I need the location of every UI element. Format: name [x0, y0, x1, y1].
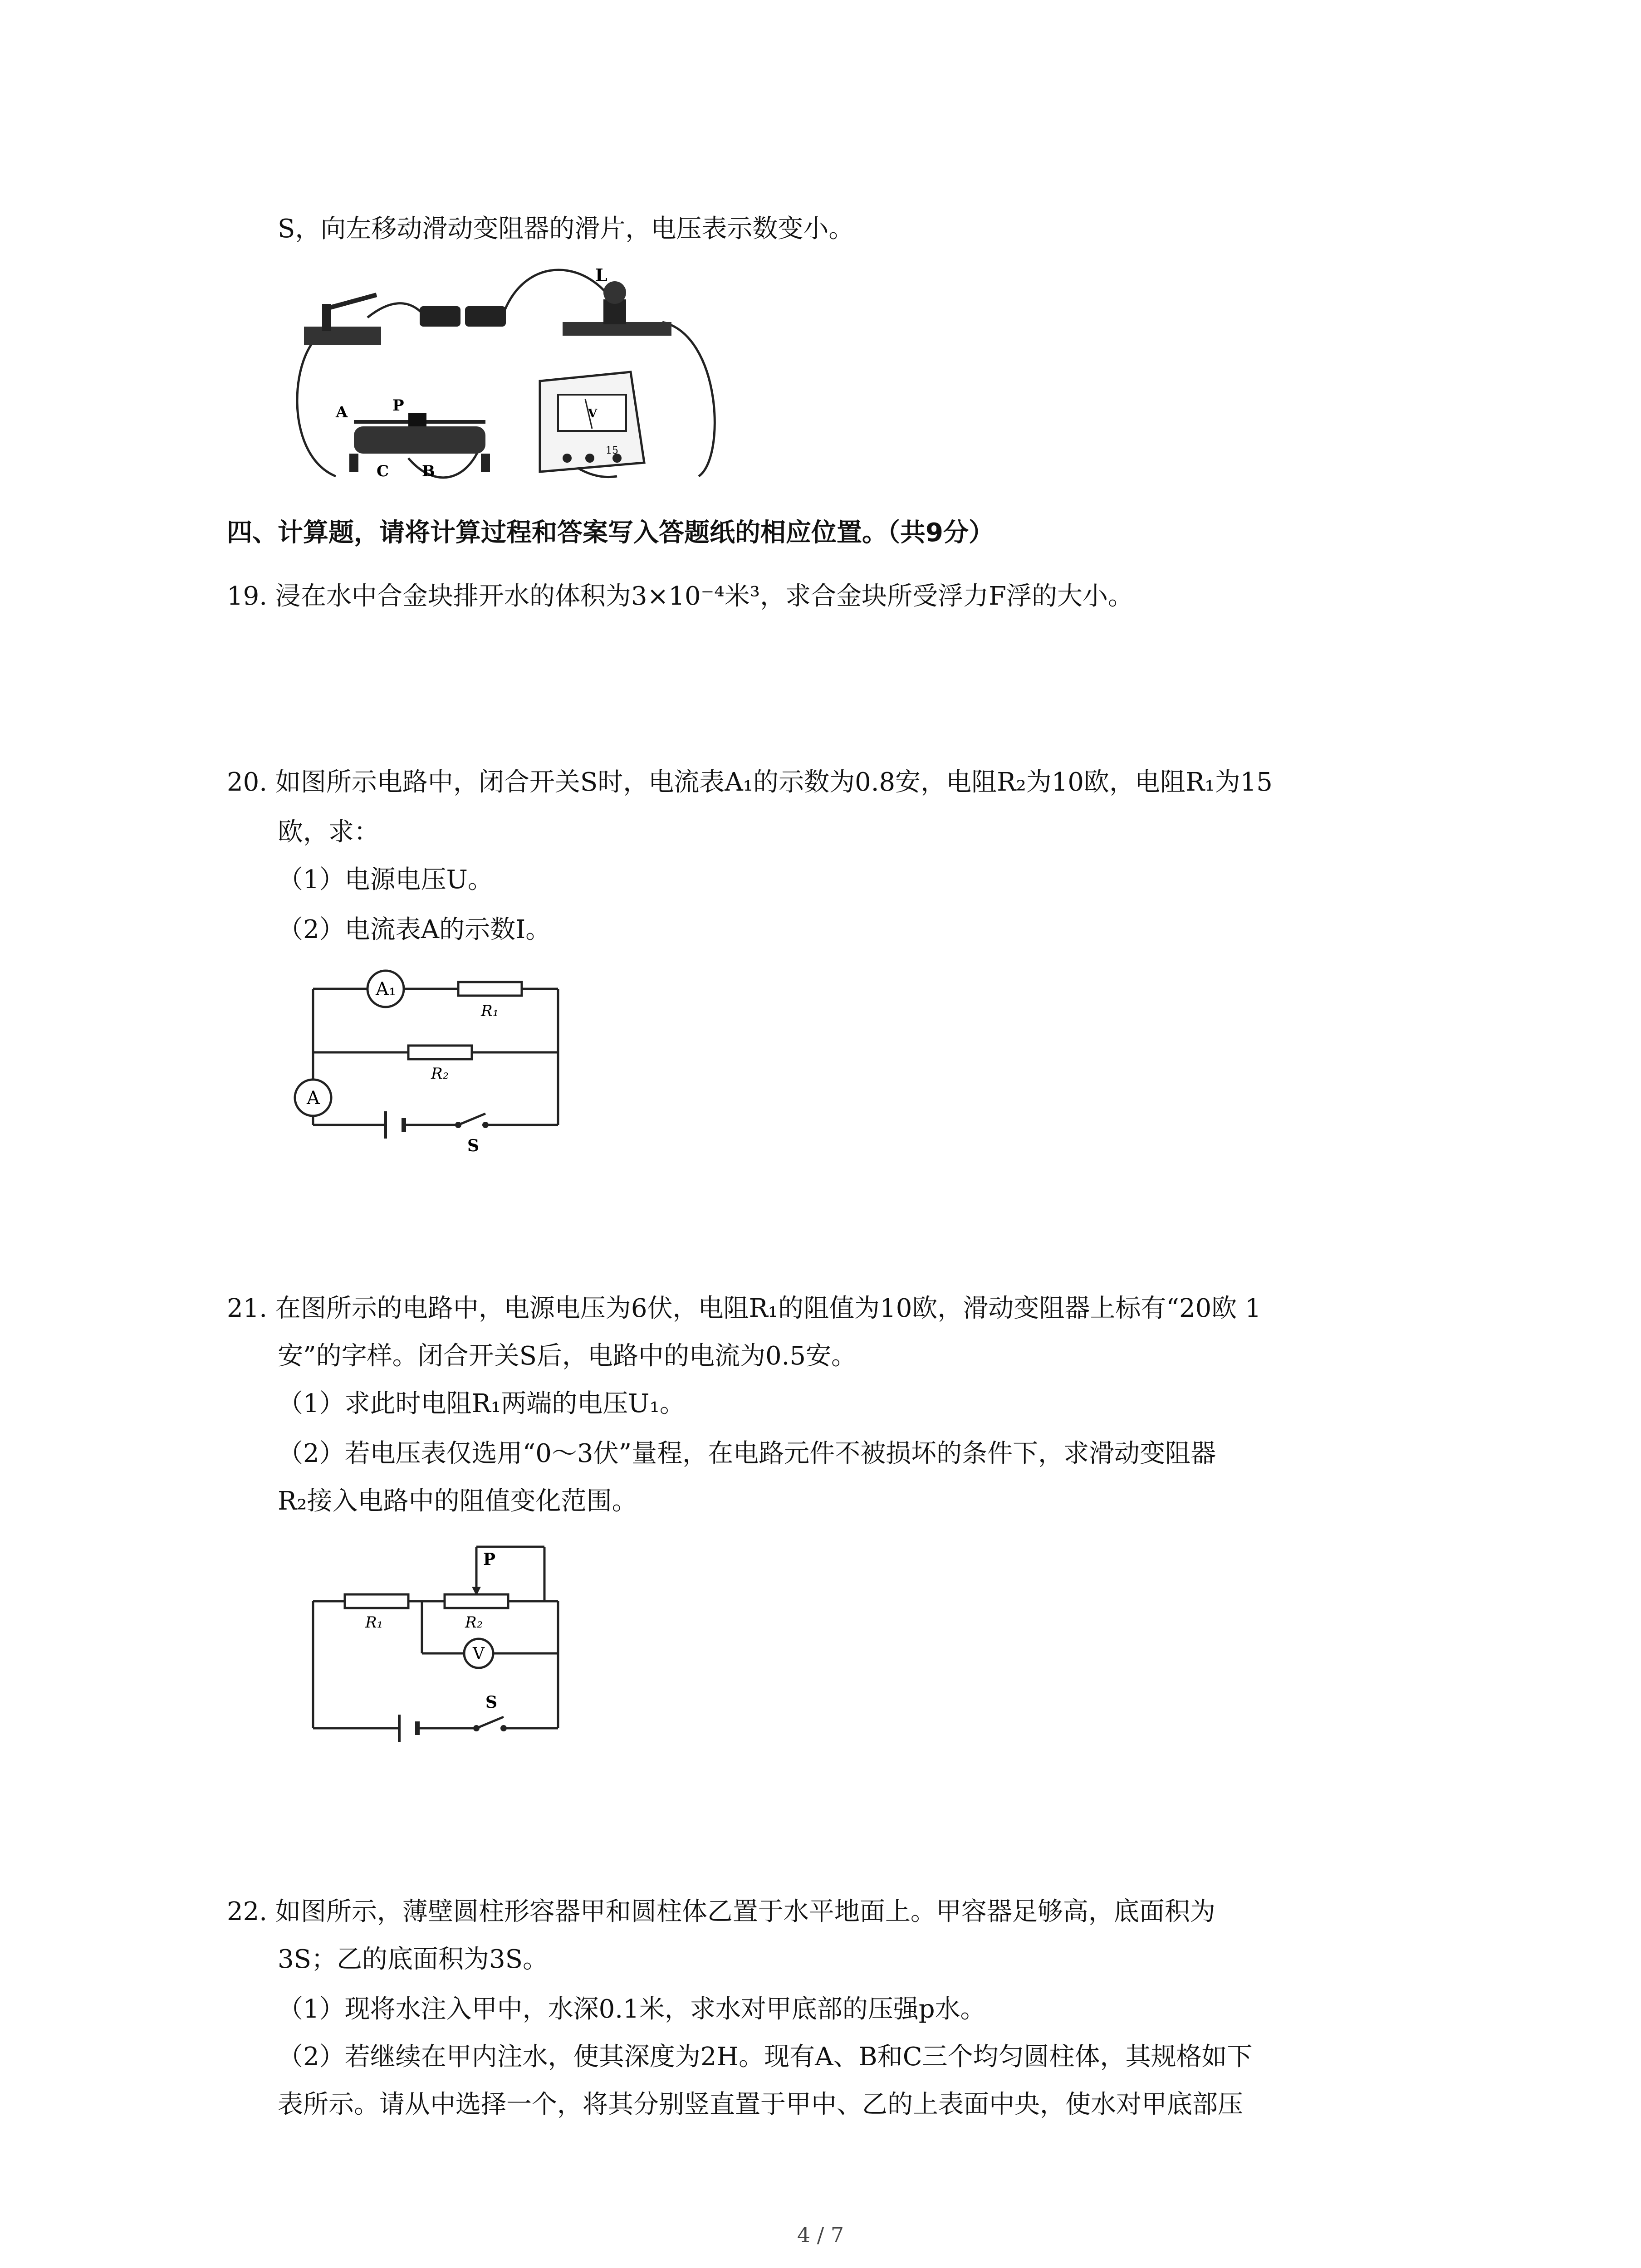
q21-circuit-diagram: [295, 1538, 603, 1746]
rheostat-r2-label: R₂: [465, 1613, 483, 1632]
rheostat-label-b: B: [422, 462, 435, 480]
switch-s-label: S: [485, 1693, 497, 1712]
q19-text: 19. 浸在水中合金块排开水的体积为3×10⁻⁴米³，求合金块所受浮力F浮的大小。: [227, 582, 1133, 611]
q21-sub2b: R₂接入电路中的阻值变化范围。: [278, 1486, 637, 1516]
rheostat-label-a: A: [336, 403, 348, 421]
q21-line1: 21. 在图所示的电路中，电源电压为6伏，电阻R₁的阻值为10欧，滑动变阻器上标有“20欧 1: [227, 1294, 1261, 1323]
knife-switch-icon: [304, 295, 381, 345]
voltmeter-label: V: [588, 407, 598, 420]
resistor-r1-icon: [345, 1594, 408, 1608]
resistor-r2-icon: [408, 1046, 472, 1059]
switch-icon: [473, 1725, 507, 1731]
voltmeter-icon: [540, 372, 644, 472]
q18-continuation-text: S，向左移动滑动变阻器的滑片，电压表示数变小。: [278, 214, 854, 244]
q22-sub2a: （2）若继续在甲内注水，使其深度为2H。现有A、B和C三个均匀圆柱体，其规格如下: [278, 2042, 1253, 2072]
resistor-r1-icon: [458, 982, 522, 996]
q20-circuit-diagram: [290, 962, 581, 1152]
voltmeter-scale-label: 15: [606, 445, 618, 456]
bulb-label: L: [595, 265, 607, 285]
q20-sub2: （2）电流表A的示数I。: [278, 915, 551, 944]
q20-line1: 20. 如图所示电路中，闭合开关S时，电流表A₁的示数为0.8安，电阻R₂为10欧，电阻R₁为15: [227, 767, 1273, 797]
battery-icon: [420, 306, 506, 327]
q22-sub1: （1）现将水注入甲中，水深0.1米，求水对甲底部的压强p水。: [278, 1994, 986, 2024]
ammeter-a1-label: A₁: [376, 979, 396, 1000]
q21-sub2a: （2）若电压表仅选用“0～3伏”量程，在电路元件不被损坏的条件下，求滑动变阻器: [278, 1439, 1216, 1468]
resistor-r1-label: R₁: [481, 1002, 499, 1020]
q21-sub1: （1）求此时电阻R₁两端的电压U₁。: [278, 1389, 685, 1418]
ammeter-a-label: A: [307, 1088, 320, 1109]
resistor-r1-label: R₁: [365, 1613, 383, 1632]
section-heading: 四、计算题，请将计算过程和答案写入答题纸的相应位置。（共9分）: [227, 518, 994, 547]
voltmeter-label: V: [473, 1645, 485, 1663]
switch-s-label: S: [467, 1136, 479, 1152]
switch-icon: [455, 1122, 489, 1128]
q22-line1: 22. 如图所示，薄壁圆柱形容器甲和圆柱体乙置于水平地面上。甲容器足够高，底面积为: [227, 1897, 1215, 1926]
q20-line2: 欧，求：: [278, 817, 379, 847]
battery-icon: [386, 1111, 404, 1139]
battery-icon: [399, 1715, 417, 1742]
slider-p-label: P: [483, 1550, 496, 1569]
q22-line2: 3S；乙的底面积为3S。: [278, 1945, 548, 1974]
rheostat-icon: [349, 413, 490, 472]
q22-sub2b: 表所示。请从中选择一个，将其分别竖直置于甲中、乙的上表面中央，使水对甲底部压: [278, 2090, 1243, 2119]
rheostat-label-c: C: [377, 462, 389, 480]
q21-line2: 安”的字样。闭合开关S后，电路中的电流为0.5安。: [278, 1341, 857, 1371]
physical-circuit-figure: [272, 263, 726, 499]
rheostat-label-p: P: [392, 396, 404, 415]
bulb-icon: [563, 281, 671, 336]
rheostat-r2-icon: [445, 1594, 508, 1608]
q20-sub1: （1）电源电压U。: [278, 865, 493, 894]
resistor-r2-label: R₂: [431, 1065, 449, 1083]
page-number: 4 / 7: [797, 2223, 844, 2247]
